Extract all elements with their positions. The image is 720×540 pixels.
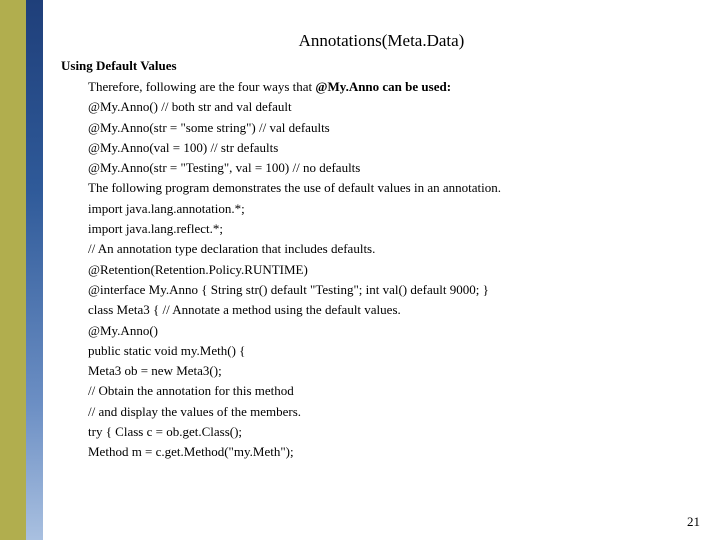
intro-line xyxy=(88,77,501,97)
slide-title: Annotations(Meta.Data) xyxy=(298,31,465,50)
content-line: try { Class c = ob.get.Class(); xyxy=(88,424,243,440)
content-line: import java.lang.annotation.*; xyxy=(88,200,245,216)
content-line: @My.Anno(str = "some string") // val defaults xyxy=(88,119,330,135)
intro-emphasis: @My.Anno can be used: xyxy=(315,79,452,94)
content-line: @My.Anno() // both str and val default xyxy=(88,99,292,115)
content-line: Meta3 ob = new Meta3(); xyxy=(88,363,222,379)
content-line: The following program demonstrates the use of default values in an annotation. xyxy=(88,180,501,196)
content-line: public static void my.Meth() { xyxy=(88,342,246,358)
content-line: import java.lang.reflect.*; xyxy=(88,221,224,237)
left-stripe-navy xyxy=(26,0,43,540)
page-number: 21 xyxy=(687,514,700,529)
left-stripe-olive xyxy=(0,0,26,540)
content-line: // An annotation type declaration that includes defaults. xyxy=(88,241,376,257)
content-lines xyxy=(88,77,501,463)
content-line: @My.Anno(str = "Testing", val = 100) // no defaults xyxy=(88,160,361,176)
content-line: // and display the values of the members. xyxy=(88,403,302,419)
content-line: @Retention(Retention.Policy.RUNTIME) xyxy=(88,261,308,277)
content-line: // Obtain the annotation for this method xyxy=(88,383,294,399)
intro-text: Therefore, following are the four ways that xyxy=(88,79,316,94)
content-line: class Meta3 { // Annotate a method using the default values. xyxy=(88,302,401,318)
content-line: Method m = c.get.Method("my.Meth"); xyxy=(88,444,294,460)
content-line: @My.Anno(val = 100) // str defaults xyxy=(88,139,279,155)
content-line: @My.Anno() xyxy=(88,322,158,338)
slide-subtitle: Using Default Values xyxy=(61,58,177,73)
content-line: @interface My.Anno { String str() default "Testing"; int val() default 9000; } xyxy=(88,281,489,297)
